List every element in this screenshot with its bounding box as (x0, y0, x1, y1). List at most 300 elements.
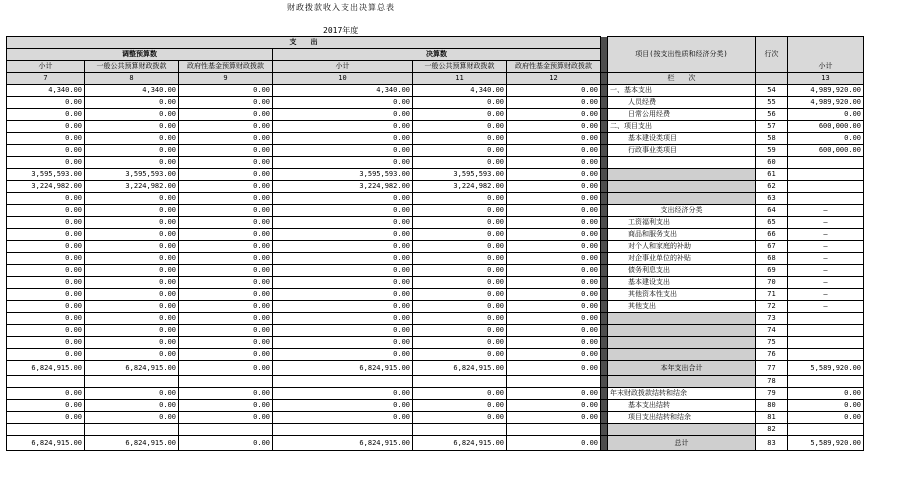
lanci-label: 栏 次 (608, 73, 756, 85)
amount-cell: 0.00 (273, 277, 413, 289)
right-amount: 600,000.00 (788, 121, 864, 133)
header-row-section (7, 37, 864, 49)
amount-cell: 0.00 (507, 193, 601, 205)
amount-cell: 0.00 (507, 412, 601, 424)
amount-cell: 0.00 (179, 337, 273, 349)
amount-cell: 0.00 (179, 313, 273, 325)
right-amount (788, 181, 864, 193)
amount-cell: 0.00 (273, 193, 413, 205)
amount-cell: 0.00 (85, 193, 179, 205)
amount-cell: 0.00 (273, 301, 413, 313)
amount-cell: 0.00 (413, 193, 507, 205)
amount-cell: 0.00 (413, 97, 507, 109)
item-label: 商品和服务支出 (608, 229, 756, 241)
line-number: 65 (756, 217, 788, 229)
amount-cell: 0.00 (85, 241, 179, 253)
gap-column (601, 121, 608, 133)
item-label: 对个人和家庭的补助 (608, 241, 756, 253)
right-amount: 0.00 (788, 133, 864, 145)
item-label (608, 193, 756, 205)
item-label: 基本支出结转 (608, 400, 756, 412)
amount-cell: 0.00 (413, 217, 507, 229)
report-year: 2017年度 (323, 26, 359, 35)
item-label: 支出经济分类 (608, 205, 756, 217)
right-amount (788, 313, 864, 325)
amount-cell: 0.00 (7, 388, 85, 400)
amount-cell: 0.00 (413, 265, 507, 277)
amount-cell: 0.00 (413, 289, 507, 301)
amount-cell: 0.00 (413, 301, 507, 313)
amount-cell: 0.00 (273, 388, 413, 400)
amount-cell: 4,340.00 (7, 85, 85, 97)
amount-cell: 0.00 (507, 313, 601, 325)
gap-column (601, 85, 608, 97)
amount-cell: 0.00 (179, 133, 273, 145)
amount-cell: 0.00 (507, 121, 601, 133)
gap-column (601, 73, 608, 85)
item-label (608, 424, 756, 436)
gap-column (601, 133, 608, 145)
item-label: 基本建设支出 (608, 277, 756, 289)
amount-cell (85, 424, 179, 436)
amount-cell: 0.00 (85, 253, 179, 265)
gap-column (601, 241, 608, 253)
right-amount (788, 376, 864, 388)
amount-cell: 0.00 (7, 253, 85, 265)
right-amount: 5,589,920.00 (788, 436, 864, 451)
expenditure-table (6, 36, 864, 451)
amount-cell: 0.00 (507, 325, 601, 337)
item-label: 二、项目支出 (608, 121, 756, 133)
colnum-13: 13 (788, 73, 864, 85)
amount-cell: 0.00 (7, 229, 85, 241)
right-amount: 0.00 (788, 412, 864, 424)
amount-cell: 6,824,915.00 (7, 361, 85, 376)
amount-cell: 0.00 (85, 337, 179, 349)
amount-cell: 0.00 (507, 109, 601, 121)
amount-cell: 0.00 (179, 301, 273, 313)
amount-cell: 0.00 (179, 97, 273, 109)
line-number: 69 (756, 265, 788, 277)
right-amount: 0.00 (788, 388, 864, 400)
table-row (7, 361, 864, 376)
amount-cell: 6,824,915.00 (413, 436, 507, 451)
amount-cell: 0.00 (413, 400, 507, 412)
amount-cell: 0.00 (179, 205, 273, 217)
amount-cell: 0.00 (273, 253, 413, 265)
right-amount: — (788, 241, 864, 253)
gap-column (601, 337, 608, 349)
right-amount (788, 157, 864, 169)
amount-cell: 6,824,915.00 (7, 436, 85, 451)
table-row (7, 97, 864, 109)
gap-column (601, 265, 608, 277)
line-number: 55 (756, 97, 788, 109)
right-amount: 4,989,920.00 (788, 85, 864, 97)
item-label: 总计 (608, 436, 756, 451)
amount-cell: 0.00 (507, 265, 601, 277)
right-amount (788, 349, 864, 361)
amount-cell: 0.00 (507, 145, 601, 157)
amount-cell: 0.00 (7, 265, 85, 277)
table-row (7, 205, 864, 217)
table-row (7, 400, 864, 412)
table-row (7, 265, 864, 277)
colnum-10: 10 (273, 73, 413, 85)
table-row (7, 388, 864, 400)
table-row (7, 157, 864, 169)
amount-cell: 0.00 (7, 313, 85, 325)
amount-cell: 0.00 (413, 313, 507, 325)
amount-cell: 0.00 (179, 121, 273, 133)
gap-column (601, 109, 608, 121)
gap-column (601, 361, 608, 376)
table-row (7, 301, 864, 313)
item-label (608, 181, 756, 193)
line-number: 74 (756, 325, 788, 337)
gap-column (601, 193, 608, 205)
amount-cell (507, 424, 601, 436)
right-amount: — (788, 265, 864, 277)
amount-cell: 0.00 (85, 313, 179, 325)
item-label: 日常公用经费 (608, 109, 756, 121)
item-label (608, 349, 756, 361)
amount-cell: 0.00 (413, 229, 507, 241)
amount-cell: 0.00 (413, 205, 507, 217)
fin-fund-header: 政府性基金预算财政拨款 (507, 61, 601, 73)
item-label: 项目支出结转和结余 (608, 412, 756, 424)
table-row (7, 229, 864, 241)
amount-cell: 3,595,593.00 (7, 169, 85, 181)
amount-cell: 0.00 (273, 412, 413, 424)
amount-cell: 0.00 (179, 361, 273, 376)
lanci-line (756, 73, 788, 85)
item-label: 其他支出 (608, 301, 756, 313)
line-number: 64 (756, 205, 788, 217)
right-amount (788, 424, 864, 436)
amount-cell: 0.00 (273, 337, 413, 349)
table-row (7, 169, 864, 181)
amount-cell: 3,224,982.00 (413, 181, 507, 193)
adj-subtotal-header: 小计 (7, 61, 85, 73)
colnum-9: 9 (179, 73, 273, 85)
gap-column (601, 253, 608, 265)
line-number: 81 (756, 412, 788, 424)
line-number: 61 (756, 169, 788, 181)
amount-cell (273, 424, 413, 436)
amount-cell: 4,340.00 (85, 85, 179, 97)
gap-column (601, 388, 608, 400)
item-label (608, 376, 756, 388)
amount-cell: 0.00 (507, 388, 601, 400)
amount-cell (273, 376, 413, 388)
table-row (7, 412, 864, 424)
amount-cell: 0.00 (273, 217, 413, 229)
amount-cell: 0.00 (179, 217, 273, 229)
item-label: 其他资本性支出 (608, 289, 756, 301)
item-label (608, 313, 756, 325)
right-amount: — (788, 289, 864, 301)
amount-cell: 0.00 (507, 301, 601, 313)
amount-cell: 0.00 (7, 349, 85, 361)
fin-general-header: 一般公共预算财政拨款 (413, 61, 507, 73)
item-label: 本年支出合计 (608, 361, 756, 376)
amount-cell: 3,224,982.00 (85, 181, 179, 193)
amount-cell: 0.00 (507, 217, 601, 229)
amount-cell: 0.00 (179, 229, 273, 241)
amount-cell: 0.00 (7, 109, 85, 121)
table-row (7, 181, 864, 193)
gap-column (601, 229, 608, 241)
adj-fund-header: 政府性基金预算财政拨款 (179, 61, 273, 73)
gap-column (601, 289, 608, 301)
amount-cell: 0.00 (273, 349, 413, 361)
amount-cell: 0.00 (85, 277, 179, 289)
amount-cell: 4,340.00 (273, 85, 413, 97)
adjusted-budget-header: 调整预算数 (7, 49, 273, 61)
amount-cell: 0.00 (413, 121, 507, 133)
amount-cell: 3,224,982.00 (273, 181, 413, 193)
amount-cell: 0.00 (179, 412, 273, 424)
gap-column (601, 205, 608, 217)
amount-cell: 0.00 (179, 85, 273, 97)
amount-cell: 0.00 (273, 241, 413, 253)
amount-cell: 0.00 (7, 205, 85, 217)
amount-cell (413, 376, 507, 388)
line-number: 76 (756, 349, 788, 361)
amount-cell: 0.00 (413, 349, 507, 361)
table-row (7, 424, 864, 436)
amount-cell: 0.00 (273, 157, 413, 169)
amount-cell: 0.00 (7, 412, 85, 424)
amount-cell (85, 376, 179, 388)
report-title: 财政拨款收入支出决算总表 (287, 3, 395, 12)
line-number: 68 (756, 253, 788, 265)
amount-cell: 0.00 (7, 289, 85, 301)
amount-cell: 0.00 (7, 157, 85, 169)
gap-column (601, 313, 608, 325)
amount-cell: 0.00 (7, 133, 85, 145)
amount-cell: 0.00 (7, 193, 85, 205)
amount-cell: 0.00 (7, 400, 85, 412)
right-amount: — (788, 301, 864, 313)
amount-cell: 0.00 (85, 412, 179, 424)
amount-cell: 4,340.00 (413, 85, 507, 97)
amount-cell: 0.00 (273, 121, 413, 133)
right-blank-header (788, 37, 864, 61)
amount-cell: 0.00 (85, 157, 179, 169)
amount-cell: 0.00 (85, 325, 179, 337)
line-number: 62 (756, 181, 788, 193)
line-number: 78 (756, 376, 788, 388)
item-label: 一、基本支出 (608, 85, 756, 97)
line-number: 72 (756, 301, 788, 313)
amount-cell: 0.00 (85, 217, 179, 229)
table-row (7, 253, 864, 265)
amount-cell: 0.00 (179, 400, 273, 412)
line-number: 67 (756, 241, 788, 253)
line-number: 58 (756, 133, 788, 145)
amount-cell: 6,824,915.00 (273, 436, 413, 451)
table-row (7, 241, 864, 253)
amount-cell: 0.00 (85, 400, 179, 412)
item-label (608, 157, 756, 169)
amount-cell: 0.00 (179, 325, 273, 337)
amount-cell: 3,224,982.00 (7, 181, 85, 193)
amount-cell: 0.00 (413, 388, 507, 400)
right-amount: 0.00 (788, 109, 864, 121)
amount-cell: 0.00 (273, 289, 413, 301)
table-row (7, 85, 864, 97)
amount-cell: 3,595,593.00 (85, 169, 179, 181)
table-row (7, 133, 864, 145)
amount-cell: 0.00 (179, 436, 273, 451)
right-amount: 4,989,920.00 (788, 97, 864, 109)
amount-cell: 0.00 (85, 109, 179, 121)
right-amount: — (788, 205, 864, 217)
gap-column (601, 376, 608, 388)
amount-cell: 0.00 (85, 145, 179, 157)
gap-column (601, 169, 608, 181)
line-header: 行次 (756, 37, 788, 73)
line-number: 63 (756, 193, 788, 205)
amount-cell: 0.00 (85, 133, 179, 145)
fin-subtotal-header: 小计 (273, 61, 413, 73)
amount-cell (413, 424, 507, 436)
right-amount (788, 337, 864, 349)
item-label: 人员经费 (608, 97, 756, 109)
gap-column (601, 325, 608, 337)
line-number: 70 (756, 277, 788, 289)
right-amount: 0.00 (788, 400, 864, 412)
amount-cell (507, 376, 601, 388)
table-row (7, 349, 864, 361)
item-label: 基本建设类项目 (608, 133, 756, 145)
line-number: 82 (756, 424, 788, 436)
table-row (7, 277, 864, 289)
amount-cell: 0.00 (7, 301, 85, 313)
amount-cell: 0.00 (85, 229, 179, 241)
amount-cell: 0.00 (413, 145, 507, 157)
table-row (7, 289, 864, 301)
amount-cell: 0.00 (507, 229, 601, 241)
amount-cell: 0.00 (179, 109, 273, 121)
amount-cell (7, 376, 85, 388)
amount-cell: 6,824,915.00 (85, 361, 179, 376)
item-label: 对企事业单位的补贴 (608, 253, 756, 265)
header-row-colnum (7, 73, 864, 85)
amount-cell: 0.00 (507, 97, 601, 109)
gap-column (601, 37, 608, 73)
item-header: 项目(按支出性质和经济分类) (608, 37, 756, 73)
amount-cell: 0.00 (413, 277, 507, 289)
line-number: 80 (756, 400, 788, 412)
item-label: 年末财政拨款结转和结余 (608, 388, 756, 400)
line-number: 60 (756, 157, 788, 169)
table-row (7, 337, 864, 349)
amount-cell: 0.00 (179, 349, 273, 361)
amount-cell: 0.00 (179, 289, 273, 301)
colnum-7: 7 (7, 73, 85, 85)
amount-cell: 0.00 (7, 217, 85, 229)
amount-cell: 0.00 (413, 253, 507, 265)
amount-cell: 0.00 (85, 205, 179, 217)
amount-cell: 0.00 (85, 265, 179, 277)
amount-cell: 0.00 (507, 169, 601, 181)
amount-cell: 0.00 (507, 361, 601, 376)
gap-column (601, 424, 608, 436)
amount-cell: 0.00 (413, 109, 507, 121)
amount-cell: 0.00 (507, 181, 601, 193)
right-amount (788, 169, 864, 181)
item-label: 工资福利支出 (608, 217, 756, 229)
amount-cell: 0.00 (413, 133, 507, 145)
line-number: 56 (756, 109, 788, 121)
amount-cell: 0.00 (179, 145, 273, 157)
amount-cell: 0.00 (7, 277, 85, 289)
gap-column (601, 97, 608, 109)
amount-cell: 0.00 (273, 97, 413, 109)
table-row (7, 193, 864, 205)
amount-cell: 0.00 (507, 349, 601, 361)
line-number: 71 (756, 289, 788, 301)
amount-cell: 0.00 (85, 97, 179, 109)
right-amount: 5,589,920.00 (788, 361, 864, 376)
amount-cell: 0.00 (179, 265, 273, 277)
amount-cell: 0.00 (507, 277, 601, 289)
amount-cell: 0.00 (179, 277, 273, 289)
amount-cell: 0.00 (7, 145, 85, 157)
amount-cell: 0.00 (507, 337, 601, 349)
gap-column (601, 181, 608, 193)
amount-cell: 0.00 (413, 241, 507, 253)
table-row (7, 325, 864, 337)
amount-cell: 0.00 (7, 121, 85, 133)
final-accounts-header: 决算数 (273, 49, 601, 61)
right-amount (788, 193, 864, 205)
gap-column (601, 217, 608, 229)
right-amount: — (788, 253, 864, 265)
gap-column (601, 157, 608, 169)
section-out-header: 支 出 (7, 37, 601, 49)
amount-cell: 0.00 (507, 133, 601, 145)
gap-column (601, 436, 608, 451)
gap-column (601, 400, 608, 412)
amount-cell: 0.00 (85, 289, 179, 301)
item-label (608, 337, 756, 349)
line-number: 73 (756, 313, 788, 325)
amount-cell: 0.00 (7, 97, 85, 109)
amount-cell: 3,595,593.00 (273, 169, 413, 181)
item-label: 债务利息支出 (608, 265, 756, 277)
amount-cell: 6,824,915.00 (85, 436, 179, 451)
colnum-11: 11 (413, 73, 507, 85)
amount-cell: 0.00 (273, 313, 413, 325)
amount-cell: 0.00 (507, 436, 601, 451)
adj-general-header: 一般公共预算财政拨款 (85, 61, 179, 73)
item-label (608, 169, 756, 181)
table-row (7, 109, 864, 121)
amount-cell: 6,824,915.00 (273, 361, 413, 376)
right-amount (788, 325, 864, 337)
amount-cell: 0.00 (85, 121, 179, 133)
amount-cell: 0.00 (179, 193, 273, 205)
amount-cell: 0.00 (7, 241, 85, 253)
amount-cell: 0.00 (7, 337, 85, 349)
amount-cell (179, 376, 273, 388)
table-row (7, 436, 864, 451)
amount-cell: 0.00 (413, 325, 507, 337)
